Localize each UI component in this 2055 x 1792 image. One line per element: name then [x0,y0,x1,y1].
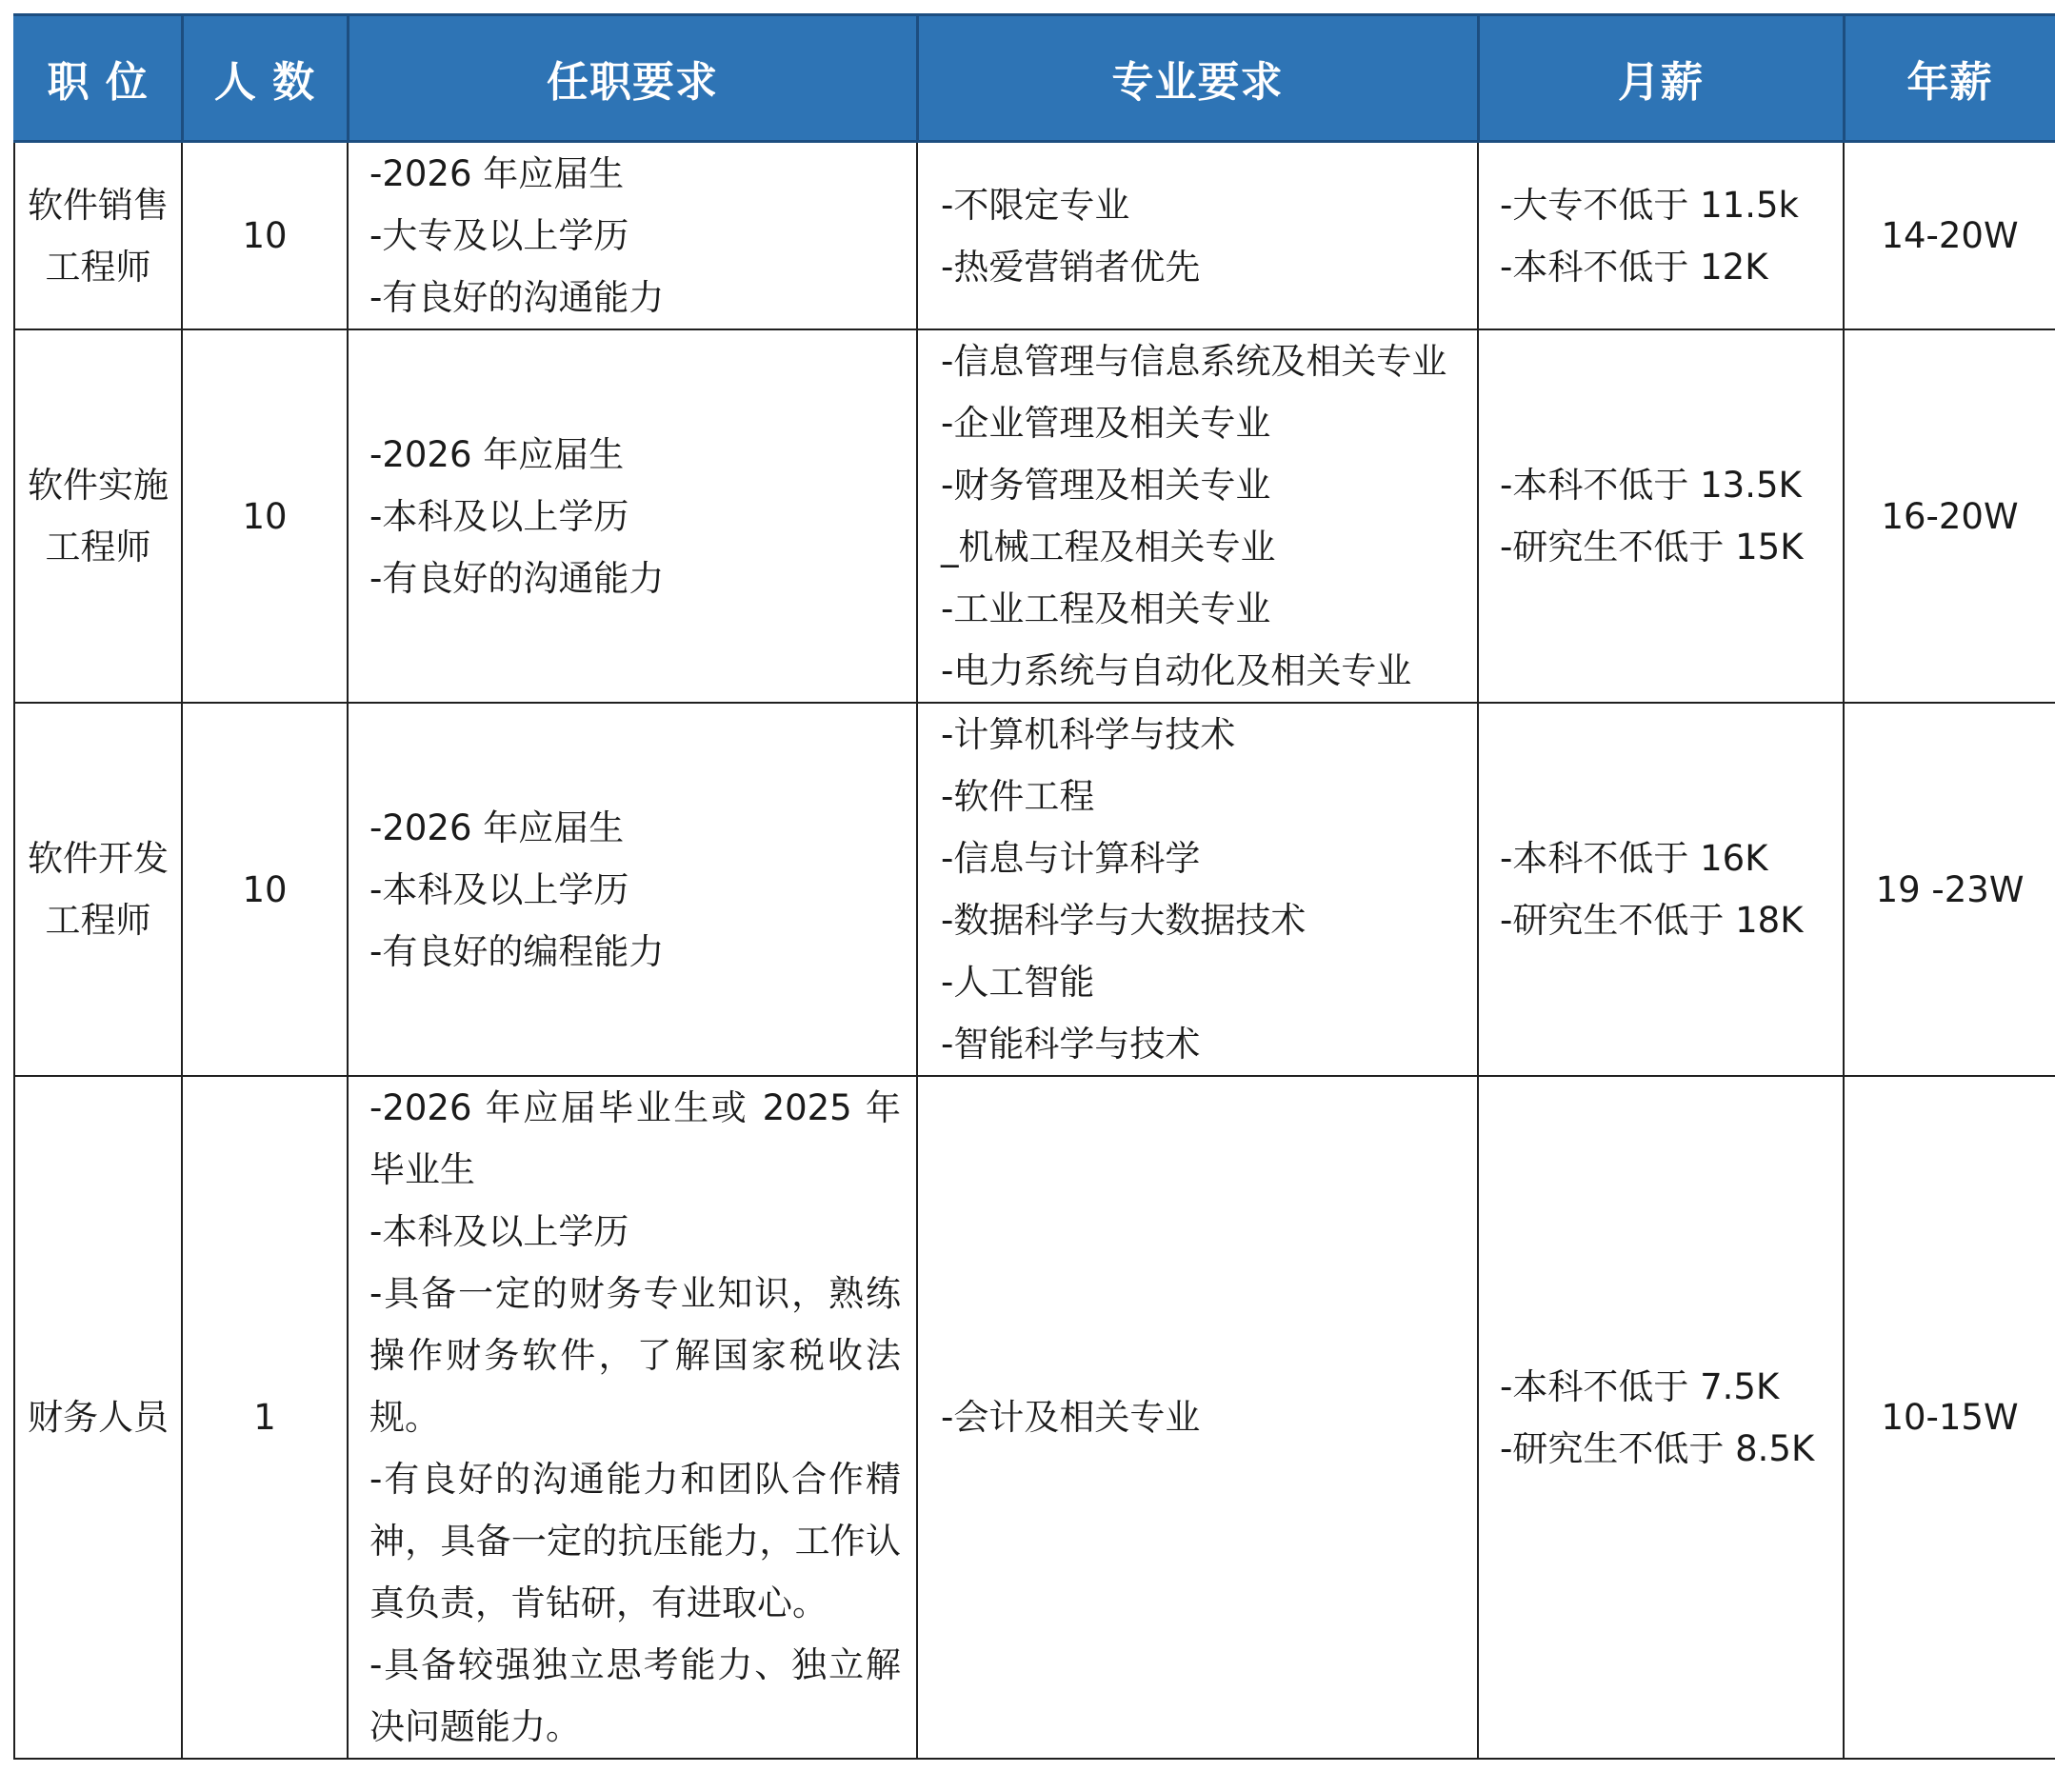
annual-cell: 10-15W [1844,1076,2055,1759]
position-text: 软件销售 [28,184,169,226]
monthly-cell [1478,703,1844,1076]
position-text: 软件开发 [28,838,169,879]
major-line: -会计及相关专业 [941,1397,1201,1438]
header-majors: 专业要求 [917,15,1478,142]
position-cell [14,329,182,703]
major-line: -数据科学与大数据技术 [941,900,1307,941]
monthly-line: -研究生不低于 18K [1500,900,1804,941]
requirement-line: -2026 年应届生 [369,433,625,475]
requirements-cell [348,1076,917,1759]
recruitment-table [13,13,2055,1760]
requirement-line: -有良好的编程能力 [369,930,665,972]
requirement-line: -本科及以上学历 [369,868,629,910]
monthly-cell [1478,142,1844,330]
major-line: _机械工程及相关专业 [941,527,1276,567]
major-line: -工业工程及相关专业 [941,588,1271,629]
position-text: 工程师 [45,900,151,941]
majors-cell [917,142,1478,330]
requirements-cell [348,329,917,703]
monthly-line: -本科不低于 16K [1500,838,1768,879]
monthly-line: -研究生不低于 8.5K [1500,1427,1815,1469]
monthly-cell [1478,329,1844,703]
major-line: -信息与计算科学 [941,838,1201,879]
header-annual-salary: 年薪 [1844,15,2055,142]
position-text: 工程师 [45,527,151,567]
header-count: 人 数 [182,15,348,142]
major-line: -不限定专业 [941,184,1130,226]
count-cell: 10 [182,142,348,330]
position-cell [14,1076,182,1759]
header-monthly-salary: 月薪 [1478,15,1844,142]
requirement-line: -2026 年应届生 [369,806,625,848]
monthly-line: -本科不低于 12K [1500,246,1768,288]
monthly-cell [1478,1076,1844,1759]
requirements-cell [348,703,917,1076]
table-row [14,329,2055,703]
requirement-line: -2026 年应届生 [369,153,625,194]
major-line: -财务管理及相关专业 [941,465,1271,506]
header-requirements: 任职要求 [348,15,917,142]
table-row [14,142,2055,330]
requirement-line: -有良好的沟通能力和团队合作精神，具备一定的抗压能力，工作认真负责，肯钻研，有进取心。 [369,1459,901,1623]
major-line: -电力系统与自动化及相关专业 [941,650,1412,691]
annual-cell: 14-20W [1844,142,2055,330]
majors-cell [917,1076,1478,1759]
requirement-line: -有良好的沟通能力 [369,277,665,318]
header-position: 职 位 [14,15,182,142]
monthly-line: -研究生不低于 15K [1500,527,1804,567]
requirements-cell [348,142,917,330]
table-row [14,703,2055,1076]
requirement-line: -具备较强独立思考能力、独立解决问题能力。 [369,1644,901,1747]
annual-cell: 19 -23W [1844,703,2055,1076]
position-cell [14,703,182,1076]
requirement-line: -本科及以上学历 [369,495,629,537]
major-line: -企业管理及相关专业 [941,403,1271,444]
annual-cell: 16-20W [1844,329,2055,703]
monthly-line: -本科不低于 13.5K [1500,465,1802,506]
major-line: -人工智能 [941,962,1095,1003]
majors-cell [917,329,1478,703]
recruitment-table-container [13,13,2055,1760]
position-text: 软件实施 [28,465,169,506]
monthly-line: -本科不低于 7.5K [1500,1365,1780,1407]
count-cell: 10 [182,329,348,703]
requirement-line: -本科及以上学历 [369,1211,629,1252]
requirement-line: -有良好的沟通能力 [369,557,665,599]
count-cell: 1 [182,1076,348,1759]
position-text: 财务人员 [28,1397,169,1438]
position-cell [14,142,182,330]
table-row [14,1076,2055,1759]
major-line: -热爱营销者优先 [941,246,1201,288]
major-line: -智能科学与技术 [941,1024,1201,1065]
monthly-line: -大专不低于 11.5k [1500,184,1799,226]
major-line: -软件工程 [941,776,1095,817]
majors-cell [917,703,1478,1076]
count-cell: 10 [182,703,348,1076]
requirement-line: -具备一定的财务专业知识，熟练操作财务软件，了解国家税收法规。 [369,1273,901,1438]
major-line: -信息管理与信息系统及相关专业 [941,341,1447,382]
requirement-line: -大专及以上学历 [369,215,629,256]
major-line: -计算机科学与技术 [941,714,1236,755]
requirement-line: -2026 年应届毕业生或 2025 年毕业生 [369,1087,901,1190]
position-text: 工程师 [45,246,151,288]
header-row [14,15,2055,142]
